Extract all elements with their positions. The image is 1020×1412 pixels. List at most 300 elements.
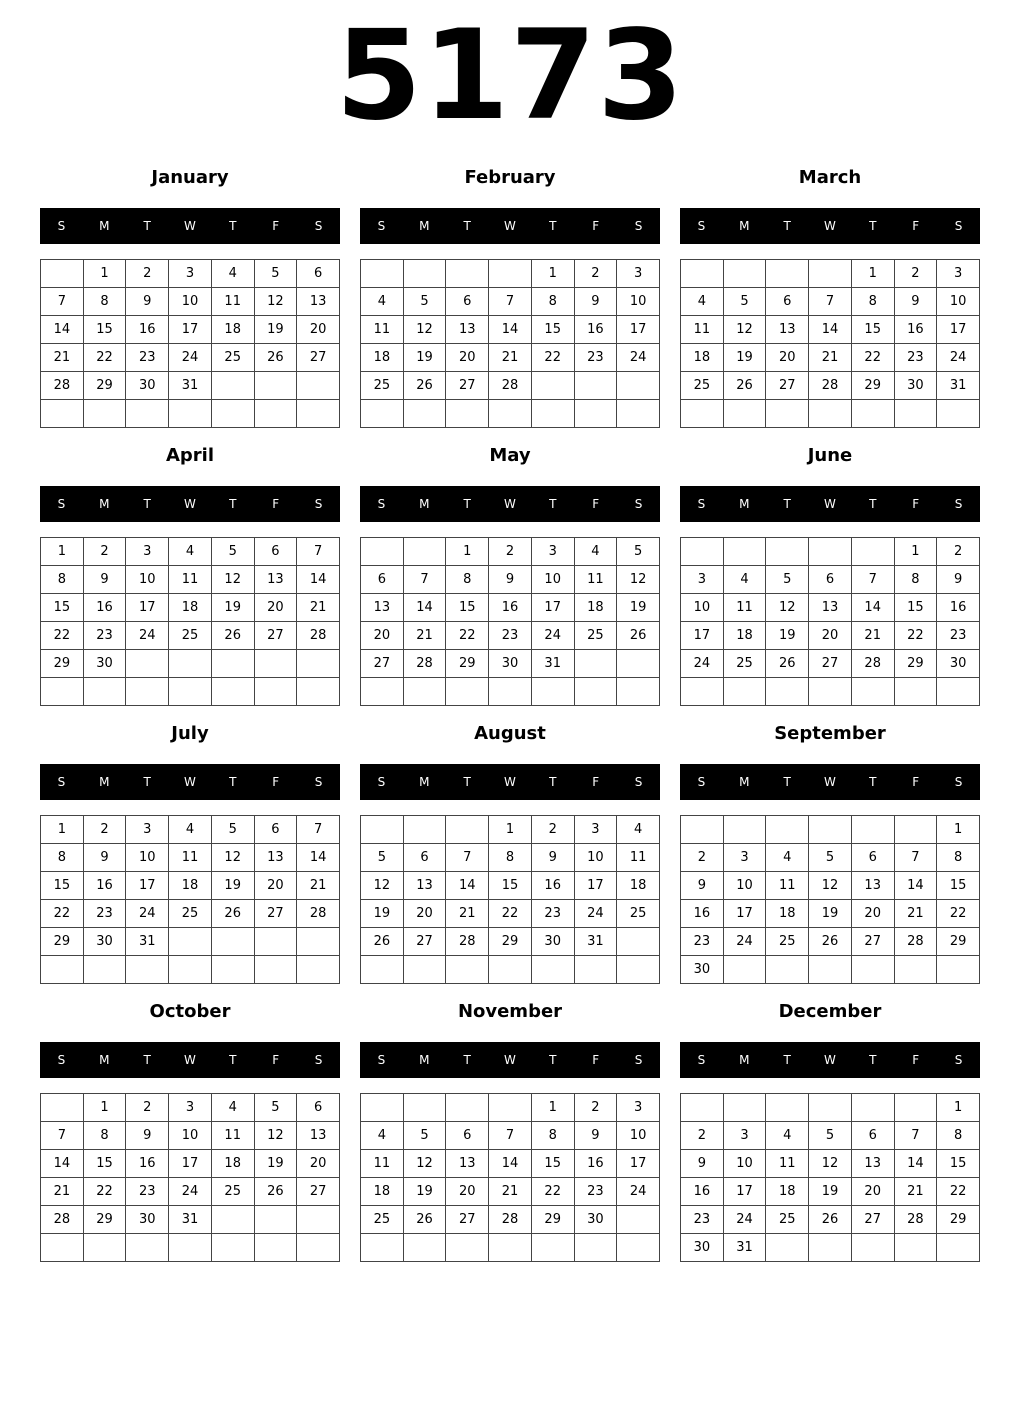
empty-day-cell [255, 678, 298, 706]
empty-day-cell [255, 928, 298, 956]
day-cell: 31 [575, 928, 618, 956]
day-cell: 15 [489, 872, 532, 900]
day-cell: 11 [617, 844, 660, 872]
empty-day-cell [446, 956, 489, 984]
day-cell: 21 [297, 872, 340, 900]
weekday-label: S [697, 219, 706, 233]
day-cell: 23 [126, 344, 169, 372]
day-cell: 18 [361, 344, 404, 372]
day-cell: 10 [126, 844, 169, 872]
day-cell: 28 [404, 650, 447, 678]
empty-day-cell [446, 260, 489, 288]
day-cell: 15 [532, 316, 575, 344]
day-cell: 21 [297, 594, 340, 622]
empty-day-cell [809, 678, 852, 706]
empty-day-cell [297, 400, 340, 428]
day-cell: 23 [489, 622, 532, 650]
empty-day-cell [895, 956, 938, 984]
month-november [360, 990, 660, 1262]
day-cell: 27 [446, 1206, 489, 1234]
day-cell: 4 [361, 1122, 404, 1150]
empty-day-cell [212, 956, 255, 984]
day-cell: 16 [937, 594, 980, 622]
weekday-label: S [634, 219, 643, 233]
day-cell: 30 [575, 1206, 618, 1234]
weekday-label: F [912, 497, 920, 511]
day-cell: 29 [852, 372, 895, 400]
day-cell: 11 [361, 1150, 404, 1178]
empty-day-cell [212, 650, 255, 678]
empty-day-cell [724, 400, 767, 428]
weekday-label: F [272, 497, 280, 511]
day-cell: 8 [937, 844, 980, 872]
day-cell: 15 [446, 594, 489, 622]
day-cell: 10 [126, 566, 169, 594]
day-cell: 22 [852, 344, 895, 372]
day-cell: 2 [126, 260, 169, 288]
empty-day-cell [852, 816, 895, 844]
weekday-label: M [419, 1053, 430, 1067]
day-cell: 9 [532, 844, 575, 872]
weekday-label: F [592, 775, 600, 789]
empty-day-cell [84, 400, 127, 428]
day-cell: 19 [617, 594, 660, 622]
empty-day-cell [297, 650, 340, 678]
day-cell: 18 [169, 594, 212, 622]
empty-day-cell [809, 1234, 852, 1262]
day-cell: 28 [895, 1206, 938, 1234]
day-cell: 3 [126, 816, 169, 844]
empty-day-cell [361, 400, 404, 428]
day-cell: 18 [766, 1178, 809, 1206]
empty-day-cell [169, 400, 212, 428]
day-cell: 27 [297, 344, 340, 372]
day-cell: 19 [404, 1178, 447, 1206]
month-title: January [151, 167, 229, 188]
day-cell: 8 [937, 1122, 980, 1150]
day-cell: 21 [41, 344, 84, 372]
weekday-label: S [377, 1053, 386, 1067]
day-cell: 29 [41, 928, 84, 956]
day-cell: 24 [169, 344, 212, 372]
day-cell: 6 [766, 288, 809, 316]
day-cell: 21 [41, 1178, 84, 1206]
weekday-label: W [184, 1053, 196, 1067]
day-cell: 30 [532, 928, 575, 956]
empty-day-cell [404, 260, 447, 288]
month-september [680, 712, 980, 984]
empty-day-cell [852, 400, 895, 428]
day-cell: 24 [126, 900, 169, 928]
day-cell: 3 [532, 538, 575, 566]
day-cell: 19 [255, 316, 298, 344]
empty-day-cell [297, 678, 340, 706]
day-cell: 5 [255, 260, 298, 288]
day-cell: 16 [575, 316, 618, 344]
day-cell: 17 [169, 1150, 212, 1178]
day-cell: 11 [681, 316, 724, 344]
day-cell: 1 [84, 1094, 127, 1122]
day-cell: 24 [617, 344, 660, 372]
day-cell: 29 [937, 928, 980, 956]
weekday-label: S [954, 775, 963, 789]
day-cell: 15 [41, 594, 84, 622]
empty-day-cell [41, 260, 84, 288]
weekday-label: W [824, 497, 836, 511]
empty-day-cell [297, 928, 340, 956]
weekday-label: T [229, 775, 237, 789]
empty-day-cell [169, 678, 212, 706]
day-cell: 26 [361, 928, 404, 956]
day-cell: 10 [937, 288, 980, 316]
empty-day-cell [255, 1234, 298, 1262]
empty-day-cell [255, 650, 298, 678]
empty-day-cell [617, 928, 660, 956]
day-cell: 1 [852, 260, 895, 288]
day-cell: 19 [212, 872, 255, 900]
empty-day-cell [575, 650, 618, 678]
day-cell: 28 [809, 372, 852, 400]
day-cell: 30 [895, 372, 938, 400]
empty-day-cell [212, 372, 255, 400]
weekday-label: T [229, 497, 237, 511]
day-cell: 13 [361, 594, 404, 622]
day-cell: 4 [724, 566, 767, 594]
weekday-label: W [824, 1053, 836, 1067]
day-cell: 9 [84, 566, 127, 594]
day-cell: 17 [724, 900, 767, 928]
month-may [360, 434, 660, 706]
day-cell: 5 [255, 1094, 298, 1122]
day-cell: 9 [489, 566, 532, 594]
weekday-header [40, 208, 340, 244]
day-cell: 16 [489, 594, 532, 622]
day-cell: 23 [681, 1206, 724, 1234]
weekday-label: S [954, 219, 963, 233]
empty-day-cell [895, 400, 938, 428]
day-cell: 4 [681, 288, 724, 316]
empty-day-cell [489, 956, 532, 984]
day-cell: 28 [895, 928, 938, 956]
month-title: May [489, 445, 531, 466]
empty-day-cell [724, 816, 767, 844]
day-cell: 15 [84, 1150, 127, 1178]
day-cell: 14 [489, 316, 532, 344]
day-cell: 4 [766, 844, 809, 872]
day-cell: 17 [169, 316, 212, 344]
day-cell: 14 [41, 316, 84, 344]
empty-day-cell [617, 1234, 660, 1262]
day-cell: 27 [852, 1206, 895, 1234]
empty-day-cell [404, 1234, 447, 1262]
empty-day-cell [361, 1094, 404, 1122]
empty-day-cell [212, 1206, 255, 1234]
month-march [680, 156, 980, 428]
day-cell: 1 [446, 538, 489, 566]
day-cell: 14 [895, 872, 938, 900]
day-cell: 6 [852, 844, 895, 872]
day-cell: 18 [212, 316, 255, 344]
day-cell: 29 [489, 928, 532, 956]
day-cell: 16 [84, 594, 127, 622]
empty-day-cell [255, 400, 298, 428]
weekday-header [40, 486, 340, 522]
day-cell: 20 [766, 344, 809, 372]
day-cell: 31 [126, 928, 169, 956]
day-cell: 13 [255, 844, 298, 872]
day-grid [40, 537, 340, 706]
weekday-label: T [869, 219, 877, 233]
day-cell: 29 [532, 1206, 575, 1234]
day-cell: 16 [681, 900, 724, 928]
day-cell: 1 [84, 260, 127, 288]
day-cell: 11 [766, 872, 809, 900]
empty-day-cell [84, 1234, 127, 1262]
weekday-label: T [783, 497, 791, 511]
day-cell: 11 [724, 594, 767, 622]
day-cell: 18 [212, 1150, 255, 1178]
empty-day-cell [404, 816, 447, 844]
weekday-label: M [419, 219, 430, 233]
day-cell: 17 [575, 872, 618, 900]
empty-day-cell [681, 538, 724, 566]
empty-day-cell [937, 400, 980, 428]
day-cell: 15 [41, 872, 84, 900]
day-cell: 4 [617, 816, 660, 844]
empty-day-cell [852, 956, 895, 984]
weekday-label: S [954, 1053, 963, 1067]
day-grid [40, 815, 340, 984]
weekday-label: T [463, 219, 471, 233]
day-cell: 24 [724, 928, 767, 956]
day-cell: 17 [681, 622, 724, 650]
day-cell: 17 [617, 316, 660, 344]
day-cell: 7 [41, 1122, 84, 1150]
day-cell: 27 [766, 372, 809, 400]
day-cell: 14 [489, 1150, 532, 1178]
empty-day-cell [852, 1234, 895, 1262]
day-cell: 8 [84, 1122, 127, 1150]
day-cell: 3 [724, 844, 767, 872]
day-cell: 14 [809, 316, 852, 344]
day-cell: 21 [895, 1178, 938, 1206]
day-cell: 11 [169, 844, 212, 872]
day-cell: 1 [489, 816, 532, 844]
day-grid [680, 1093, 980, 1262]
day-cell: 19 [766, 622, 809, 650]
day-cell: 9 [681, 872, 724, 900]
weekday-label: T [549, 219, 557, 233]
empty-day-cell [681, 400, 724, 428]
day-cell: 20 [297, 1150, 340, 1178]
empty-day-cell [937, 1234, 980, 1262]
day-cell: 28 [446, 928, 489, 956]
day-cell: 26 [809, 1206, 852, 1234]
empty-day-cell [126, 400, 169, 428]
day-cell: 14 [41, 1150, 84, 1178]
day-cell: 8 [489, 844, 532, 872]
day-cell: 3 [937, 260, 980, 288]
weekday-label: S [634, 1053, 643, 1067]
day-cell: 17 [617, 1150, 660, 1178]
empty-day-cell [895, 816, 938, 844]
day-cell: 5 [766, 566, 809, 594]
weekday-label: M [419, 497, 430, 511]
empty-day-cell [895, 678, 938, 706]
weekday-label: T [463, 497, 471, 511]
day-cell: 4 [766, 1122, 809, 1150]
day-cell: 24 [575, 900, 618, 928]
day-cell: 18 [617, 872, 660, 900]
day-cell: 5 [617, 538, 660, 566]
day-cell: 9 [937, 566, 980, 594]
day-cell: 5 [809, 1122, 852, 1150]
month-title: February [464, 167, 556, 188]
day-cell: 15 [895, 594, 938, 622]
empty-day-cell [937, 956, 980, 984]
day-cell: 25 [169, 622, 212, 650]
empty-day-cell [446, 1234, 489, 1262]
empty-day-cell [126, 956, 169, 984]
weekday-label: T [549, 775, 557, 789]
day-cell: 12 [766, 594, 809, 622]
weekday-label: F [912, 1053, 920, 1067]
empty-day-cell [575, 1234, 618, 1262]
day-cell: 17 [724, 1178, 767, 1206]
day-cell: 22 [937, 1178, 980, 1206]
day-cell: 18 [361, 1178, 404, 1206]
day-cell: 9 [84, 844, 127, 872]
weekday-label: S [57, 219, 66, 233]
day-cell: 4 [169, 538, 212, 566]
weekday-label: T [143, 497, 151, 511]
weekday-header [40, 1042, 340, 1078]
empty-day-cell [297, 956, 340, 984]
day-cell: 19 [212, 594, 255, 622]
day-cell: 12 [809, 1150, 852, 1178]
day-cell: 23 [532, 900, 575, 928]
day-cell: 25 [766, 928, 809, 956]
day-cell: 13 [809, 594, 852, 622]
day-cell: 13 [255, 566, 298, 594]
day-cell: 26 [255, 344, 298, 372]
day-cell: 6 [361, 566, 404, 594]
empty-day-cell [766, 956, 809, 984]
day-cell: 16 [84, 872, 127, 900]
day-cell: 26 [617, 622, 660, 650]
day-cell: 2 [681, 1122, 724, 1150]
weekday-label: T [549, 497, 557, 511]
empty-day-cell [766, 816, 809, 844]
day-cell: 16 [126, 1150, 169, 1178]
day-cell: 22 [41, 622, 84, 650]
day-cell: 7 [489, 288, 532, 316]
day-cell: 22 [446, 622, 489, 650]
day-cell: 1 [532, 1094, 575, 1122]
day-cell: 11 [575, 566, 618, 594]
empty-day-cell [724, 678, 767, 706]
day-cell: 17 [126, 594, 169, 622]
day-cell: 30 [937, 650, 980, 678]
day-cell: 25 [575, 622, 618, 650]
empty-day-cell [169, 928, 212, 956]
weekday-label: S [697, 1053, 706, 1067]
day-cell: 19 [404, 344, 447, 372]
day-cell: 6 [446, 1122, 489, 1150]
day-cell: 15 [937, 872, 980, 900]
empty-day-cell [617, 372, 660, 400]
empty-day-cell [404, 538, 447, 566]
day-cell: 4 [212, 1094, 255, 1122]
weekday-label: W [504, 1053, 516, 1067]
day-cell: 6 [297, 1094, 340, 1122]
day-cell: 16 [532, 872, 575, 900]
day-cell: 10 [617, 288, 660, 316]
day-cell: 21 [852, 622, 895, 650]
empty-day-cell [766, 400, 809, 428]
month-title: September [774, 723, 886, 744]
day-cell: 8 [532, 1122, 575, 1150]
day-cell: 20 [404, 900, 447, 928]
empty-day-cell [681, 260, 724, 288]
empty-day-cell [532, 372, 575, 400]
day-cell: 18 [575, 594, 618, 622]
empty-day-cell [126, 650, 169, 678]
weekday-label: S [57, 1053, 66, 1067]
weekday-label: T [869, 1053, 877, 1067]
weekday-label: S [377, 219, 386, 233]
month-title: November [457, 1001, 563, 1022]
day-cell: 19 [809, 1178, 852, 1206]
day-grid [40, 1093, 340, 1262]
day-cell: 14 [446, 872, 489, 900]
weekday-label: F [912, 219, 920, 233]
empty-day-cell [169, 1234, 212, 1262]
day-cell: 10 [169, 288, 212, 316]
day-cell: 14 [297, 566, 340, 594]
day-cell: 18 [766, 900, 809, 928]
day-cell: 20 [446, 344, 489, 372]
day-cell: 21 [489, 1178, 532, 1206]
day-cell: 29 [895, 650, 938, 678]
empty-day-cell [41, 956, 84, 984]
day-cell: 16 [575, 1150, 618, 1178]
day-cell: 12 [404, 316, 447, 344]
day-cell: 25 [617, 900, 660, 928]
empty-day-cell [361, 1234, 404, 1262]
day-cell: 1 [937, 816, 980, 844]
day-cell: 28 [297, 622, 340, 650]
empty-day-cell [255, 1206, 298, 1234]
weekday-label: T [549, 1053, 557, 1067]
weekday-label: M [99, 775, 110, 789]
weekday-label: T [869, 497, 877, 511]
empty-day-cell [297, 372, 340, 400]
day-cell: 4 [361, 288, 404, 316]
day-cell: 5 [361, 844, 404, 872]
day-cell: 25 [724, 650, 767, 678]
day-cell: 20 [361, 622, 404, 650]
weekday-label: M [99, 1053, 110, 1067]
day-cell: 2 [575, 1094, 618, 1122]
weekday-label: S [697, 497, 706, 511]
empty-day-cell [681, 816, 724, 844]
empty-day-cell [446, 678, 489, 706]
weekday-label: S [57, 775, 66, 789]
day-cell: 17 [126, 872, 169, 900]
day-cell: 1 [937, 1094, 980, 1122]
empty-day-cell [169, 956, 212, 984]
